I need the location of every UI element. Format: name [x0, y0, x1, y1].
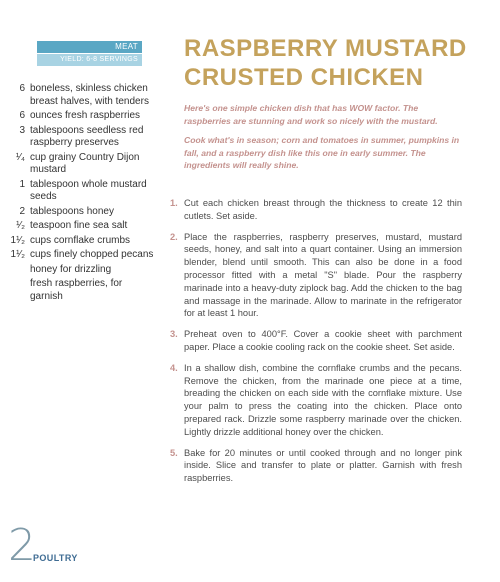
ingredient-item: [4, 278, 154, 303]
ingredient-item: [4, 206, 154, 219]
ingredient-item: [4, 179, 154, 204]
ingredient-quantity: 3: [19, 124, 25, 136]
step-number: 3.: [170, 329, 178, 340]
recipe-title: [184, 34, 484, 92]
step-number: 2.: [170, 231, 178, 242]
ingredient-item: [4, 249, 154, 262]
intro-paragraph: Cook what's in season; corn and tomatoes in summer, pumpkins in fall, and a raspberry dish like this one in early summer. The ingredients will really shine.: [184, 135, 460, 170]
step-number: 1.: [170, 198, 178, 208]
ingredient-quantity: 1¹⁄₂: [10, 234, 25, 246]
step-text: Preheat oven to 400°F. Cover a cookie sheet with parchment paper. Place a cookie cooling rack on the cookie sheet. Set aside.: [184, 329, 462, 352]
ingredient-quantity: ¹⁄₂: [16, 220, 25, 231]
ingredient-item: [4, 264, 154, 277]
ingredient-quantity: 2: [19, 205, 25, 217]
ingredient-text: fresh raspberries, for garnish: [30, 278, 123, 302]
step-text: Place the raspberries, raspberry preserves, mustard, mustard seeds, honey, and salt into a quart container. Using an immersion blender, blend until smooth. This can also be done in a food processor fitted with a metal "S" blade. Pour the raspberry marinade into a heavy-duty ziplock bag. Add the chicken to the bag and massage in the marinade. Allow to marinate in the refrigerator for at least 1 hour.: [184, 231, 462, 319]
ingredient-text: tablespoons seedless red raspberry preserves: [30, 124, 144, 148]
instruction-step: [170, 197, 462, 223]
step-text: Cut each chicken breast through the thickness to create 12 thin cutlets. Set aside.: [184, 198, 462, 221]
page-number: 2: [8, 520, 36, 571]
ingredient-text: cups cornflake crumbs: [30, 234, 131, 246]
instruction-step: [170, 328, 462, 354]
category-tag: MEAT: [37, 41, 142, 53]
recipe-intro: [184, 102, 464, 179]
ingredient-item: [4, 110, 154, 123]
section-label: POULTRY: [33, 553, 78, 563]
ingredient-item: [4, 152, 154, 177]
instruction-step: [170, 231, 462, 321]
intro-paragraph: Here's one simple chicken dish that has WOW factor. The raspberries are stunning and work so nicely with the mustard.: [184, 103, 438, 126]
step-text: Bake for 20 minutes or until cooked through and no longer pink inside. Slice and transfer to plate or platter. Garnish with fresh raspberries.: [184, 447, 462, 484]
ingredient-item: [4, 220, 154, 233]
ingredient-list: [4, 83, 154, 305]
ingredient-item: [4, 125, 154, 150]
ingredient-quantity: 6: [19, 110, 25, 121]
ingredient-quantity: ¹⁄₄: [15, 151, 25, 163]
ingredient-text: tablespoon whole mustard seeds: [30, 178, 147, 202]
ingredient-text: cup grainy Country Dijon mustard: [30, 151, 140, 175]
ingredient-text: honey for drizzling: [30, 263, 112, 275]
ingredient-quantity: 1: [19, 178, 25, 190]
ingredient-text: teaspoon fine sea salt: [30, 220, 128, 231]
ingredient-quantity: 6: [19, 83, 25, 94]
ingredient-text: boneless, skinless chicken breast halves, with tenders: [30, 83, 149, 107]
ingredient-item: [4, 235, 154, 248]
step-number: 4.: [170, 362, 178, 373]
ingredient-item: [4, 83, 154, 108]
instruction-step: [170, 447, 462, 485]
ingredient-quantity: 1¹⁄₂: [10, 249, 25, 260]
title-line-2: CRUSTED CHICKEN: [184, 64, 424, 91]
title-line-1: RASPBERRY MUSTARD: [184, 35, 467, 62]
instruction-list: [170, 197, 462, 493]
ingredient-text: cups finely chopped pecans: [30, 249, 154, 260]
ingredient-quantity: [4, 278, 30, 303]
yield-tag: YIELD: 6-8 SERVINGS: [37, 54, 142, 66]
step-number: 5.: [170, 447, 178, 458]
ingredient-quantity: [4, 264, 30, 277]
instruction-step: [170, 362, 462, 439]
ingredient-text: tablespoons honey: [30, 205, 114, 217]
ingredient-text: ounces fresh raspberries: [30, 110, 141, 121]
step-text: In a shallow dish, combine the cornflake crumbs and the pecans. Remove the chicken, from the marinade one piece at a time, breading the chicken on each side with the cornflake mixture. Use your palm to press the coating into the chicken. Place onto prepared rack. Drizzle some raspberry marinade over the chicken. Lightly drizzle additional honey over the chicken.: [184, 362, 462, 437]
